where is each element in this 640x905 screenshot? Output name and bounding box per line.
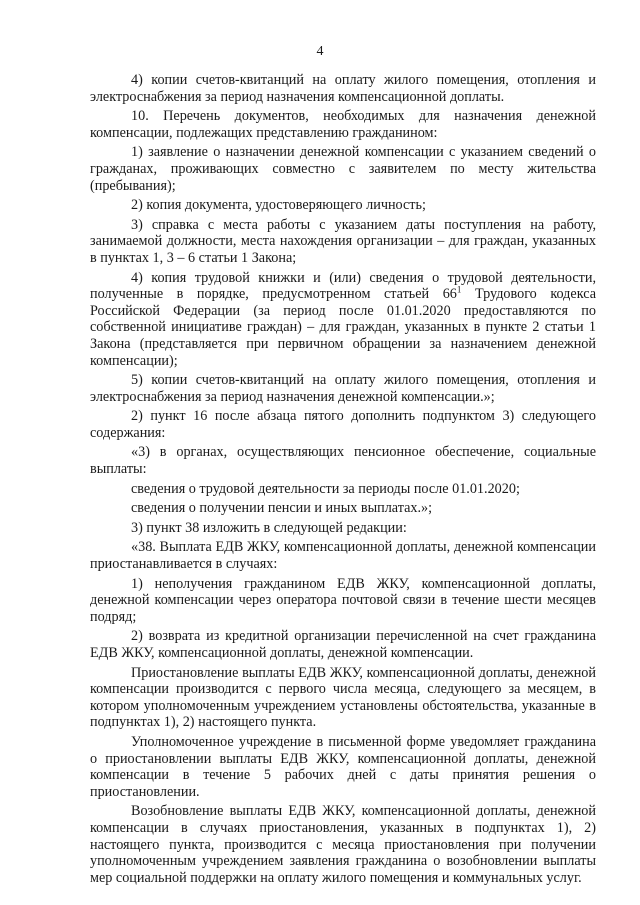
superscript-ref: 1 [456, 284, 462, 295]
page-number: 4 [316, 44, 324, 59]
paragraph: сведения о трудовой деятельности за периоды после 01.01.2020; [131, 480, 520, 497]
paragraph: 3) справка с места работы с указанием даты поступления на работу, занимаемой должности, места нахождения организации – для граждан, указанных в пунктах 1, 3 – 6 статьи 1 Закона; [90, 216, 596, 266]
paragraph: «38. Выплата ЕДВ ЖКУ, компенсационной доплаты, денежной компенсации приостанавливается в случаях: [90, 539, 596, 573]
paragraph: «3) в органах, осуществляющих пенсионное обеспечение, социальные выплаты: [90, 444, 596, 478]
paragraph: 10. Перечень документов, необходимых для назначения денежной компенсации, подлежащих представлению гражданином: [90, 108, 596, 141]
paragraph-text-after: Трудового кодекса Российской Федерации (за период после 01.01.2020 предоставляются по собственной инициативе граждан) – для граждан, указанных в пункте 2 статьи 1 Закона (представляется при первичном обращении за назначением денежной компенсации); [90, 286, 596, 369]
document-body [90, 72, 596, 889]
paragraph: Приостановление выплаты ЕДВ ЖКУ, компенсационной доплаты, денежной компенсации производится с первого числа месяца, следующего за месяцем, в котором уполномоченным учреждением установлены обстоятельства, указанные в подпунктах 1), 2) настоящего пункта. [90, 664, 596, 731]
paragraph: 1) заявление о назначении денежной компенсации с указанием сведений о гражданах, проживающих совместно с заявителем по месту жительства (пребывания); [90, 144, 596, 194]
paragraph-text-before: 4) копия трудовой книжки и (или) сведения о трудовой деятельности, полученные в порядке, предусмотренном статьей 66 [90, 269, 596, 303]
paragraph: 3) пункт 38 изложить в следующей редакции: [131, 519, 407, 536]
paragraph: 1) неполучения гражданином ЕДВ ЖКУ, компенсационной доплаты, денежной компенсации через оператора почтовой связи в течение шести месяцев подряд; [90, 575, 596, 625]
paragraph: 2) пункт 16 после абзаца пятого дополнить подпунктом 3) следующего содержания: [90, 408, 596, 441]
paragraph: Уполномоченное учреждение в письменной форме уведомляет гражданина о приостановлении выплаты ЕДВ ЖКУ, компенсационной доплаты, денежной компенсации в течение 5 рабочих дней с даты принятия решения о приостановлении. [90, 733, 596, 800]
paragraph: 4) копии счетов-квитанций на оплату жилого помещения, отопления и электроснабжения за период назначения компенсационной доплаты. [90, 72, 596, 105]
paragraph: 2) возврата из кредитной организации перечисленной на счет гражданина ЕДВ ЖКУ, компенсационной доплаты, денежной компенсации. [90, 628, 596, 661]
paragraph: сведения о получении пенсии и иных выплатах.»; [131, 500, 433, 517]
paragraph: Возобновление выплаты ЕДВ ЖКУ, компенсационной доплаты, денежной компенсации в случаях приостановления, указанных в подпунктах 1), 2) настоящего пункта, производится с месяца приостановления при получении уполномоченным учреждением заявления гражданина о возобновлении выплаты мер социальной поддержки на оплату жилого помещения и коммунальных услуг. [90, 803, 596, 886]
paragraph-with-footnote-ref [90, 270, 596, 370]
paragraph: 5) копии счетов-квитанций на оплату жилого помещения, отопления и электроснабжения за период назначения денежной компенсации.»; [90, 372, 596, 405]
paragraph: 2) копия документа, удостоверяющего личность; [131, 197, 426, 214]
